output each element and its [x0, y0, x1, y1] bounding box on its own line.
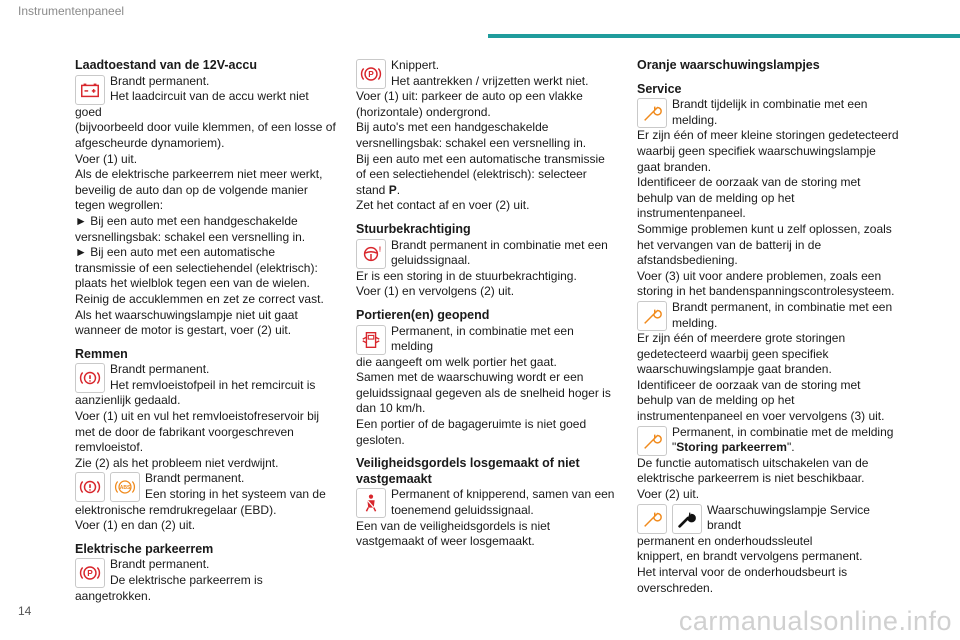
column-2: P Knippert. Het aantrekken / vrijzetten werkt niet. Voer (1) uit: parkeer de auto op een vlakke (horizontale) ondergrond. Bij auto's met een handgeschakelde versnellingsbak: schakel een versnelling in. Bij een auto met een automatische transmissie of een selectiehendel (elektrisch): selecteer stand P. Zet het contact af en voer (2) uit. Stuurbekrachtiging ! Brandt permanent in combinatie met een geluidssignaal. Er is een storing in de stuurbekrachtiging. Voer (1) en vervolgens (2) uit. Portieren(en) geopend Permanent, in combinatie met een melding die aangeeft om welk portier het gaat. Samen met de waarschuwing wordt er een geluidssignaal gegeven als de snelheid hoger is dan 10 km/h. Een portier of de bagageruimte is niet goed gesloten. Veiligheidsgordels losgemaakt of niet vastgemaakt Permanent of knipperend, samen van een toenemend geluidssignaal. Een van de veiligheidsgordels is niet vastgemaakt of weer losgemaakt. [356, 58, 618, 550]
svg-text:ABS: ABS [119, 485, 131, 492]
svg-text:P: P [87, 569, 93, 579]
column-1: Laadtoestand van de 12V-accu Brandt permanent. Het laadcircuit van de accu werkt niet goed (bijvoorbeeld door vuile klemmen, of een losse of afgescheurde dynamoriem). Voer (1) uit. Als de elektrische parkeerrem niet meer werkt, beveilig de auto dan op de volgende manier tegen wegrollen: ► Bij een auto met een handgeschakelde versnellingsbak: schakel een versnelling in. ► Bij een auto met een automatische transmissie of een selectiehendel (elektrisch): plaats het wielblok tegen een van de wielen. Reinig de accuklemmen en zet ze correct vast. Als het waarschuwingslampje niet uit gaat wanneer de motor is gestart, voer (2) uit. Remmen Brandt permanent. Het remvloeistofpeil in het remcircuit is aanzienlijk gedaald. Voer (1) uit en vul het remvloeistofreservoir bij met de door de fabrikant voorgeschreven remvloeistof. Zie (2) als het probleem niet verdwijnt. ABS Brandt permanent. Een storing in het systeem van de elektronische remdrukregelaar (EBD). Voer (1) en dan (2) uit. Elektrische parkeerrem P Brandt permanent. De elektrische parkeerrem is aangetrokken. [75, 58, 336, 603]
heading-stuur: Stuurbekrachtiging [356, 221, 471, 236]
header-bar [488, 34, 960, 38]
wrench-icon [637, 98, 667, 128]
steering-wheel-warning-icon [356, 239, 386, 269]
column-3: Oranje waarschuwingslampjes Service Brandt tijdelijk in combinatie met een melding. Er zijn één of meer kleine storingen gedetecteerd waarbij geen specifiek waarschuwingslampje gaat branden. Identificeer de oorzaak van de storing met behulp van de melding op het instrumentenpaneel. Sommige problemen kunt u zelf oplossen, zoals het vervangen van de batterij in de afstandsbediening. Voer (3) uit voor andere problemen, zoals een storing in het bandenspanningscontrolesysteem. Brandt permanent, in combinatie met een melding. Er zijn één of meerdere grote storingen gedetecteerd waarbij geen specifiek waarschuwingslampje gaat branden. Identificeer de oorzaak van de storing met behulp van de melding op het instrumentenpaneel en voer vervolgens (3) uit. Permanent, in combinatie met de melding "Storing parkeerrem". De functie automatisch uitschakelen van de elektrische parkeerrem is niet beschikbaar. Voer (2) uit. Waarschuwingslampje Service brandt permanent en onderhoudssleutel knippert, en brandt vervolgens permanent. Het interval voor de onderhoudsbeurt is overschreden. [637, 58, 899, 595]
brake-warning-icon [75, 363, 105, 393]
svg-text:P: P [368, 70, 374, 80]
section-title: Instrumentenpaneel [18, 4, 125, 18]
wrench-icon [637, 504, 667, 534]
door-open-icon [356, 325, 386, 355]
wrench-icon [637, 301, 667, 331]
heading-parkeerrem: Elektrische parkeerrem [75, 541, 214, 556]
maintenance-key-icon [672, 504, 702, 534]
brake-warning-icon [75, 472, 105, 502]
svg-text:!: ! [378, 243, 382, 253]
seatbelt-icon [356, 488, 386, 518]
heading-oranje: Oranje waarschuwingslampjes [637, 58, 820, 72]
abs-icon [110, 472, 140, 502]
watermark: carmanualsonline.info [678, 606, 952, 636]
heading-service: Service [637, 81, 682, 96]
wrench-icon [637, 426, 667, 456]
heading-gordel: Veiligheidsgordels losgemaakt of niet vastgemaakt [356, 456, 580, 486]
heading-accu: Laadtoestand van de 12V-accu [75, 58, 258, 72]
battery-icon [75, 75, 105, 105]
heading-remmen: Remmen [75, 346, 128, 361]
parking-brake-icon [356, 59, 386, 89]
parking-brake-icon [75, 558, 105, 588]
page-number: 14 [18, 604, 32, 618]
heading-portier: Portieren(en) geopend [356, 307, 490, 322]
